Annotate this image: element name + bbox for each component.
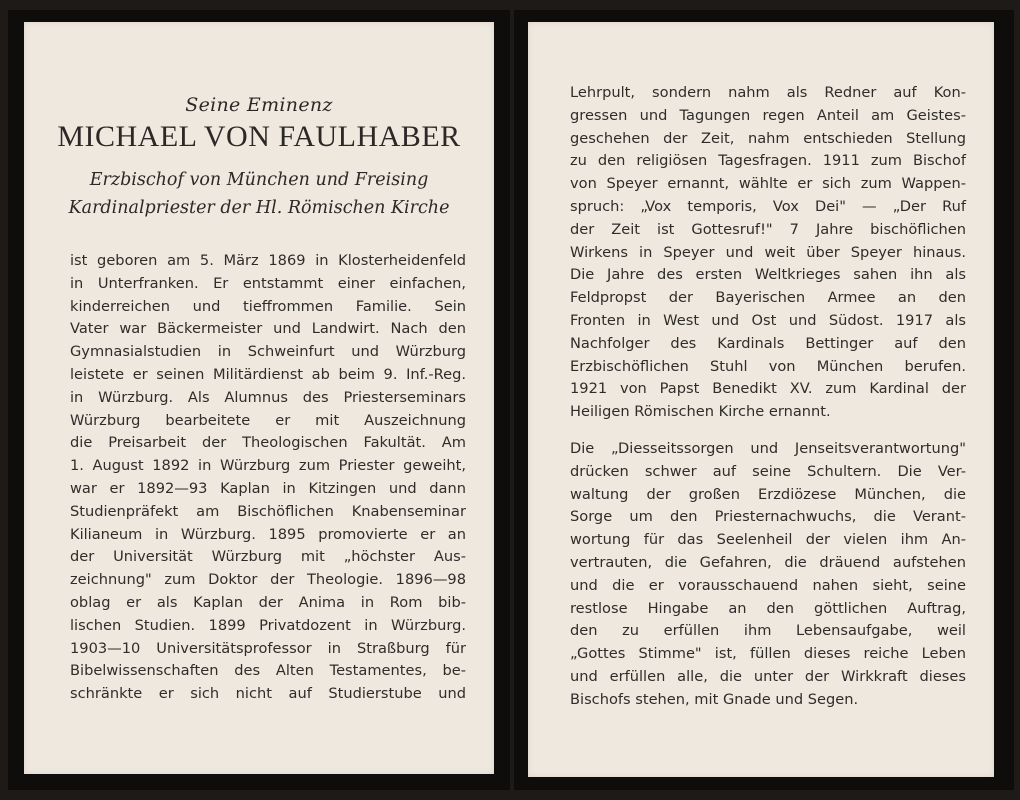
text-line: Bischofs stehen, mit Gnade und Segen. (570, 690, 859, 708)
salutation: Seine Eminenz (185, 94, 333, 116)
name-first: MICHAEL (57, 120, 197, 153)
text-line: ist geboren am 5. März 1869 in Klosterheidenfeld (70, 252, 466, 269)
name-von: VON (203, 120, 271, 153)
text-line: Sorge um den Priesternachwuchs, die Verant- (570, 508, 966, 526)
text-line: Feldpropst der Bayerischen Armee an den (570, 289, 966, 307)
text-line: geschehen der Zeit, nahm entschieden Stellung (570, 129, 966, 147)
text-line: Lehrpult, sondern nahm als Redner auf Kon- (570, 84, 966, 101)
text-line: wortung für das Seelenheil der vielen ihm An- (570, 531, 966, 549)
text-line: restlose Hingabe an den göttlichen Auftrag, (570, 599, 966, 617)
text-line: Erzbischöflichen Stuhl von München berufen. (570, 357, 966, 375)
paragraph-2 (570, 438, 966, 712)
text-line: Würzburg bearbeitete er mit Auszeichnung (70, 411, 466, 429)
text-line: lischen Studien. 1899 Privatdozent in Würzburg. (70, 616, 466, 634)
text-line: in Würzburg. Als Alumnus des Priesterseminars (70, 388, 466, 406)
person-name (24, 120, 494, 154)
text-line: Studienpräfekt am Bischöflichen Knabenseminar (70, 502, 466, 520)
right-panel (514, 10, 1014, 790)
left-panel (8, 10, 510, 790)
left-card (24, 22, 494, 774)
text-line: Heiligen Römischen Kirche ernannt. (570, 403, 831, 421)
text-line: 1. August 1892 in Würzburg zum Priester geweiht, (70, 457, 466, 475)
text-line: vertrauten, die Gefahren, die dräuend aufstehen (570, 553, 966, 571)
text-line: den zu erfüllen ihm Lebensaufgabe, weil (570, 622, 966, 640)
biography-text-right (570, 82, 966, 712)
text-line: kinderreichen und tieffrommen Familie. Sein (70, 297, 466, 315)
text-line: leistete er seinen Militärdienst ab beim 9. Inf.-Reg. (70, 365, 466, 383)
text-line: oblag er als Kaplan der Anima in Rom bib- (70, 593, 466, 611)
text-line: „Gottes Stimme" ist, füllen dieses reiche Leben (570, 645, 966, 663)
text-line: drücken schwer auf seine Schultern. Die Ver- (570, 462, 966, 480)
text-line: der Universität Würzburg mit „höchster Aus- (70, 548, 466, 566)
text-line: in Unterfranken. Er entstammt einer einfachen, (70, 274, 466, 292)
text-line: Fronten in West und Ost und Südost. 1917 als (570, 311, 966, 329)
text-line: und die er vorausschauend nahen sieht, seine (570, 576, 966, 594)
text-line: Gymnasialstudien in Schweinfurt und Würzburg (70, 343, 466, 361)
text-line: Wirkens in Speyer und weit über Speyer hinaus. (570, 243, 966, 261)
title-cardinal: Kardinalpriester der Hl. Römischen Kirche (68, 198, 450, 218)
text-line: der Zeit ist Gottesruf!" 7 Jahre bischöflichen (570, 220, 966, 238)
text-line: zu den religiösen Tagesfragen. 1911 zum Bischof (570, 152, 966, 170)
text-line: Vater war Bäckermeister und Landwirt. Nach den (70, 320, 466, 338)
right-card (528, 22, 994, 777)
text-line: Bibelwissenschaften des Alten Testamentes, be- (70, 662, 466, 680)
text-line: Nachfolger des Kardinals Bettinger auf den (570, 334, 966, 352)
text-line: 1903—10 Universitätsprofessor in Straßburg für (70, 639, 466, 657)
text-line: zeichnung" zum Doktor der Theologie. 1896—98 (70, 571, 466, 589)
title-archbishop: Erzbischof von München und Freising (89, 170, 429, 190)
text-line: Kilianeum in Würzburg. 1895 promovierte er an (70, 525, 466, 543)
text-line: von Speyer ernannt, wählte er sich zum Wappen- (570, 175, 966, 193)
biography-text-left (70, 250, 466, 706)
text-line: 1921 von Papst Benedikt XV. zum Kardinal der (570, 380, 966, 398)
text-line: Die „Diesseitssorgen und Jenseitsverantwortung" (570, 439, 966, 457)
text-line: spruch: „Vox temporis, Vox Dei" — „Der Ruf (570, 197, 966, 215)
text-line: Die Jahre des ersten Weltkrieges sahen ihn als (570, 266, 966, 284)
text-line: war er 1892—93 Kaplan in Kitzingen und dann (70, 479, 466, 497)
text-line: gressen und Tagungen regen Anteil am Geistes- (570, 106, 966, 124)
text-line: und erfüllen alle, die unter der Wirkkraft dieses (570, 667, 966, 685)
paragraph-1 (570, 82, 966, 424)
name-last: FAULHABER (278, 120, 461, 153)
text-line: schränkte er sich nicht auf Studierstube und (70, 685, 466, 703)
text-line: waltung der großen Erzdiözese München, die (570, 485, 966, 503)
text-line: die Preisarbeit der Theologischen Fakultät. Am (70, 434, 466, 452)
